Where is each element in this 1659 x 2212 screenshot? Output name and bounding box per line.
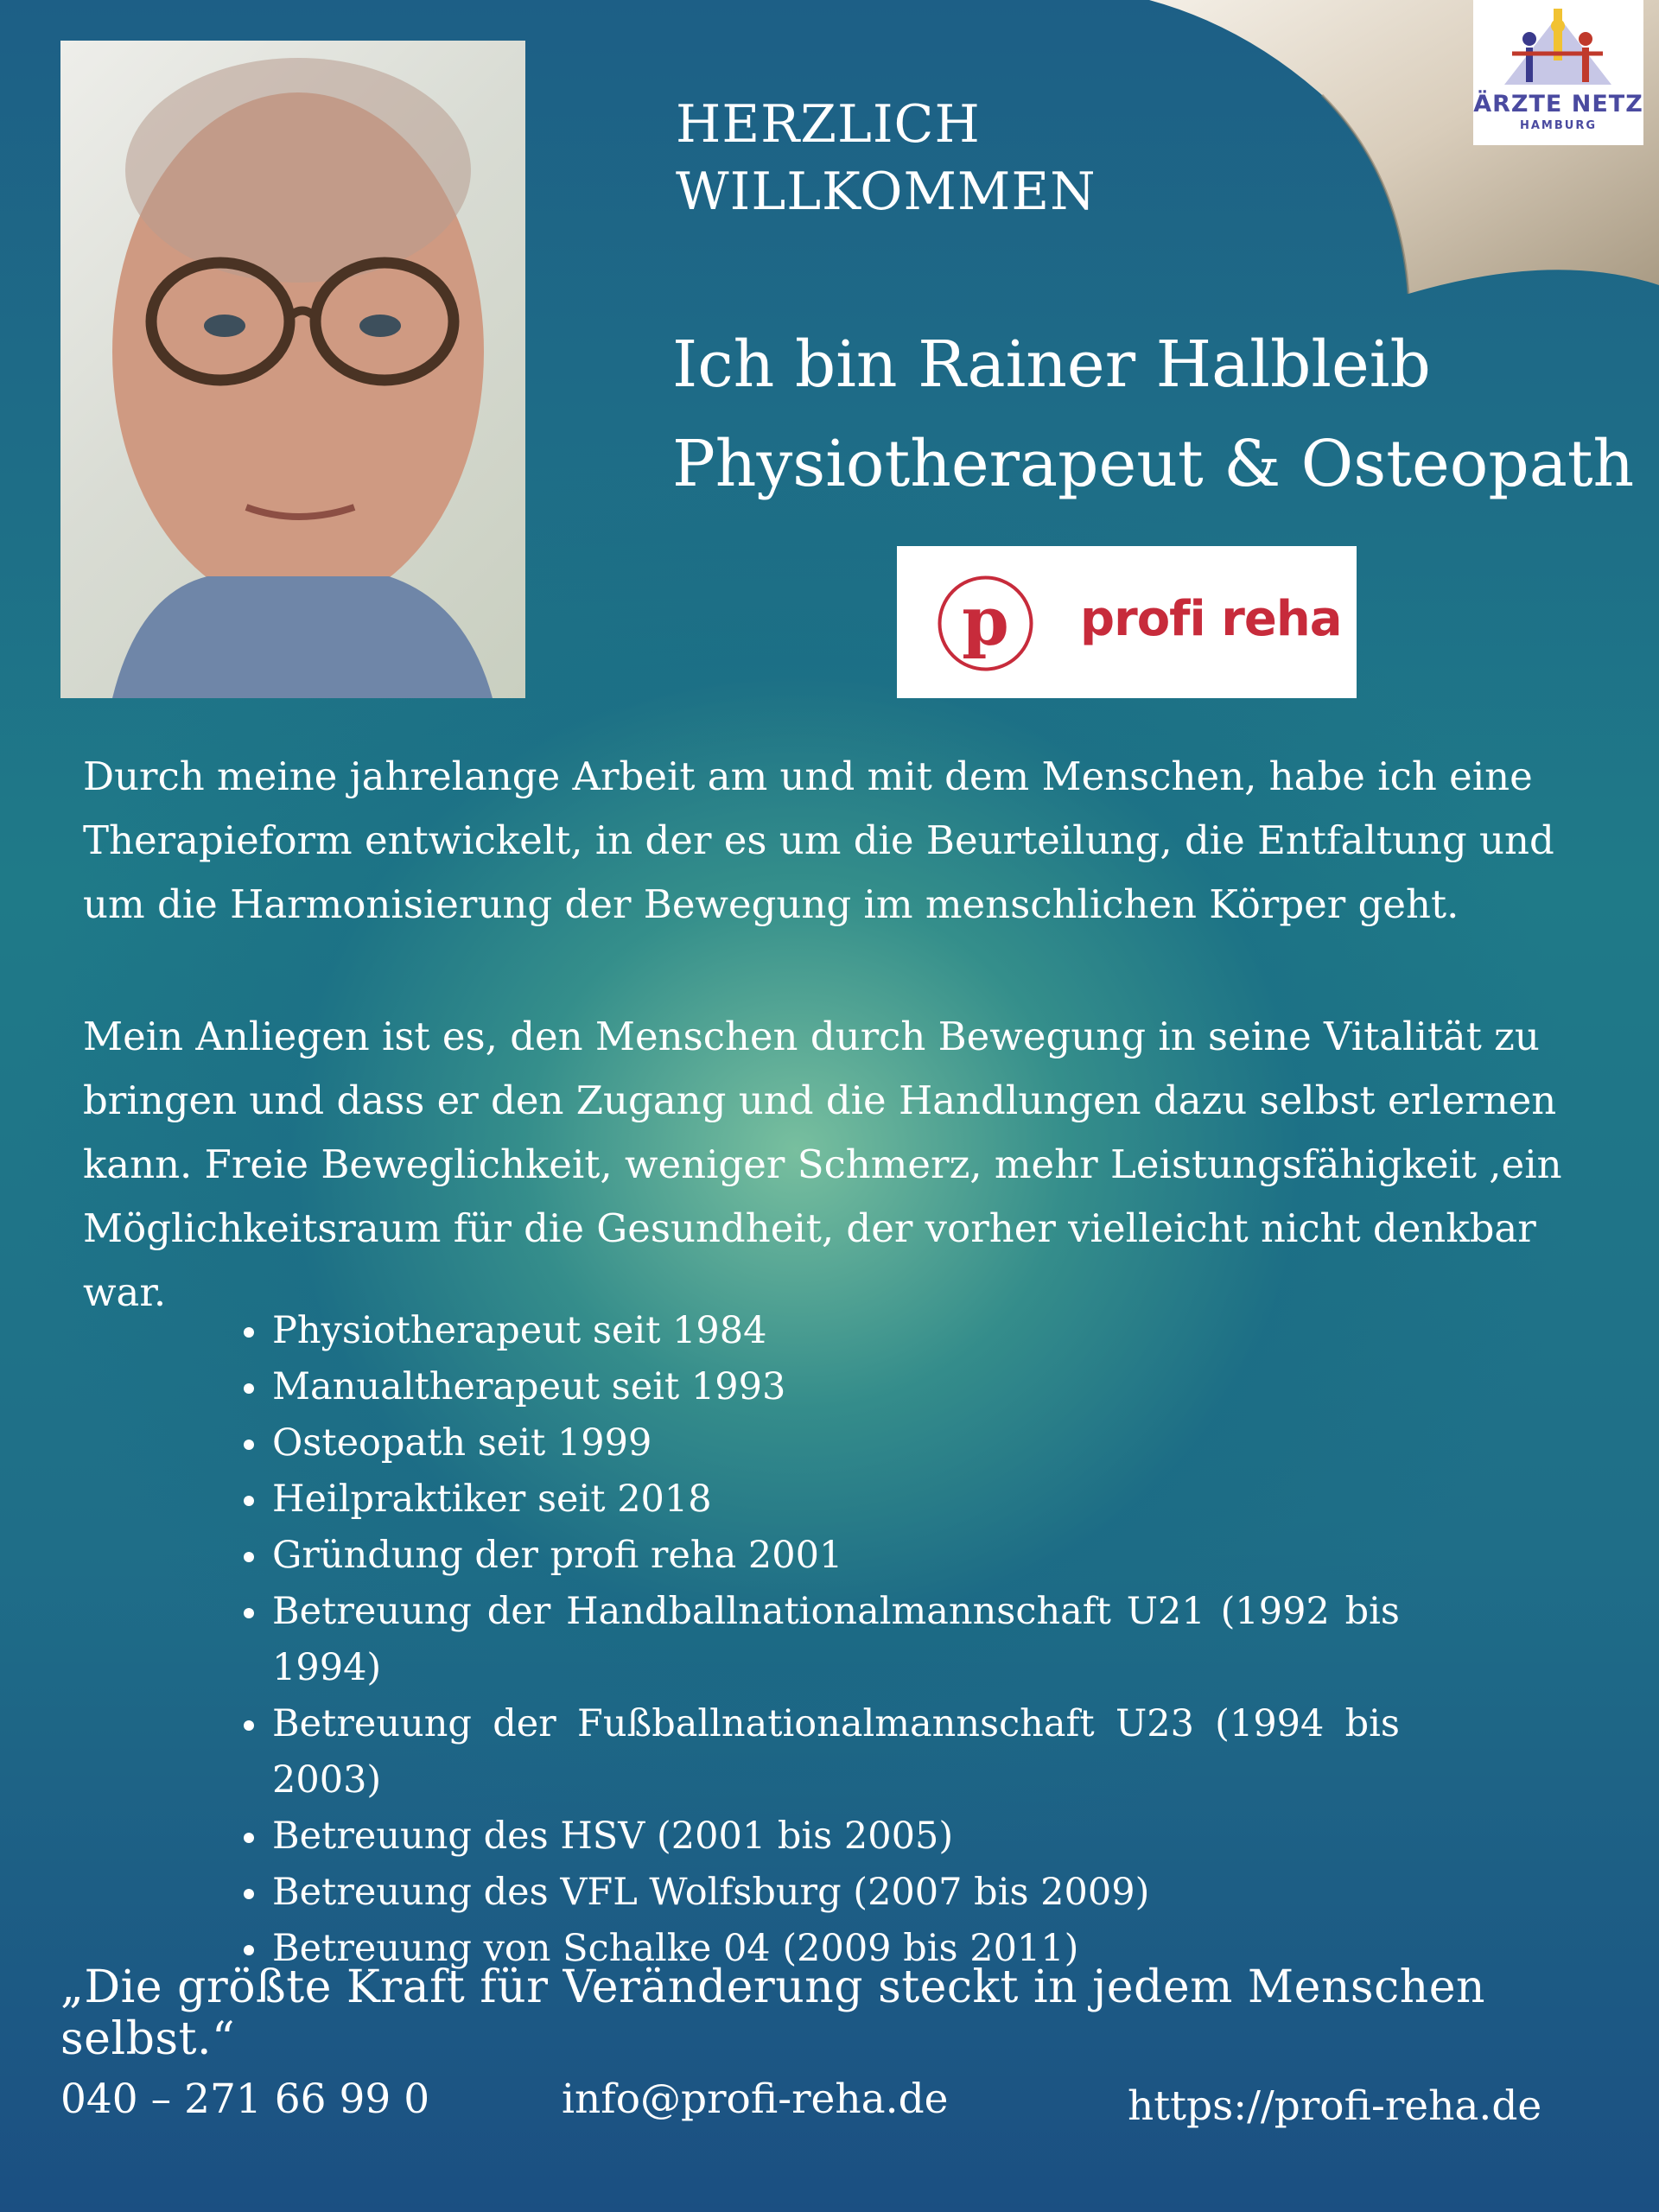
portrait-illustration [60,41,525,698]
list-item: Manualtherapeut seit 1993 [242,1359,1400,1415]
motto-quote: „Die größte Kraft für Veränderung steckt in jedem Menschen selbst.“ [60,1961,1485,2065]
qualifications-list [242,1303,1400,1977]
welcome-line-2: WILLKOMMEN [676,162,1096,222]
email-link[interactable]: info@profi-reha.de [562,2075,949,2123]
welcome-line-1: HERZLICH [676,94,981,155]
mission-paragraph: Mein Anliegen ist es, den Menschen durch Bewegung in seine Vitalität zu bringen und dass er den Zugang und die Handlungen dazu selbst erlernen kann. Freie Beweglichkeit, weniger Schmerz, mehr Leistungsfähigkeit ,ein Möglichkeitsraum für die Gesundheit, der vorher vielleicht nicht denkbar war. [83,1014,1562,1315]
intro-paragraph: Durch meine jahrelange Arbeit am und mit dem Menschen, habe ich eine Therapieform entwickelt, in der es um die Beurteilung, die Entfaltung und um die Harmonisierung der Bewegung im menschlichen Körper geht. [83,753,1554,927]
list-item: Betreuung des HSV (2001 bis 2005) [242,1808,1400,1865]
aerzte-netz-name: ÄRZTE NETZ [1473,91,1643,118]
welcome-heading [676,91,1096,226]
profi-reha-logo [897,546,1357,698]
list-item: Gründung der profi reha 2001 [242,1528,1400,1584]
people-group-icon [1473,0,1643,91]
list-item: Betreuung von Schalke 04 (2009 bis 2011) [242,1921,1400,1977]
list-item: Heilpraktiker seit 2018 [242,1471,1400,1528]
profi-reha-p-letter: p [962,582,1009,661]
aerzte-netz-logo [1473,0,1643,145]
portrait-photo [60,41,525,698]
list-item: Betreuung des VFL Wolfsburg (2007 bis 2009) [242,1865,1400,1921]
list-item: Betreuung der Fußballnationalmannschaft U23 (1994 bis 2003) [242,1696,1400,1808]
profi-reha-name: profi reha [1080,591,1342,647]
list-item: Osteopath seit 1999 [242,1415,1400,1471]
phone-number[interactable]: 040 – 271 66 99 0 [60,2075,430,2123]
intro-name-line: Ich bin Rainer Halbleib [672,327,1431,402]
list-item: Physiotherapeut seit 1984 [242,1303,1400,1359]
website-link[interactable]: https://profi-reha.de [1128,2082,1542,2130]
intro-profession-line: Physiotherapeut & Osteopath [672,427,1635,501]
aerzte-netz-city: HAMBURG [1519,119,1598,132]
profi-reha-p-icon [936,574,1035,673]
list-item: Betreuung der Handballnationalmannschaft U21 (1992 bis 1994) [242,1584,1400,1696]
intro-heading [672,315,1634,514]
